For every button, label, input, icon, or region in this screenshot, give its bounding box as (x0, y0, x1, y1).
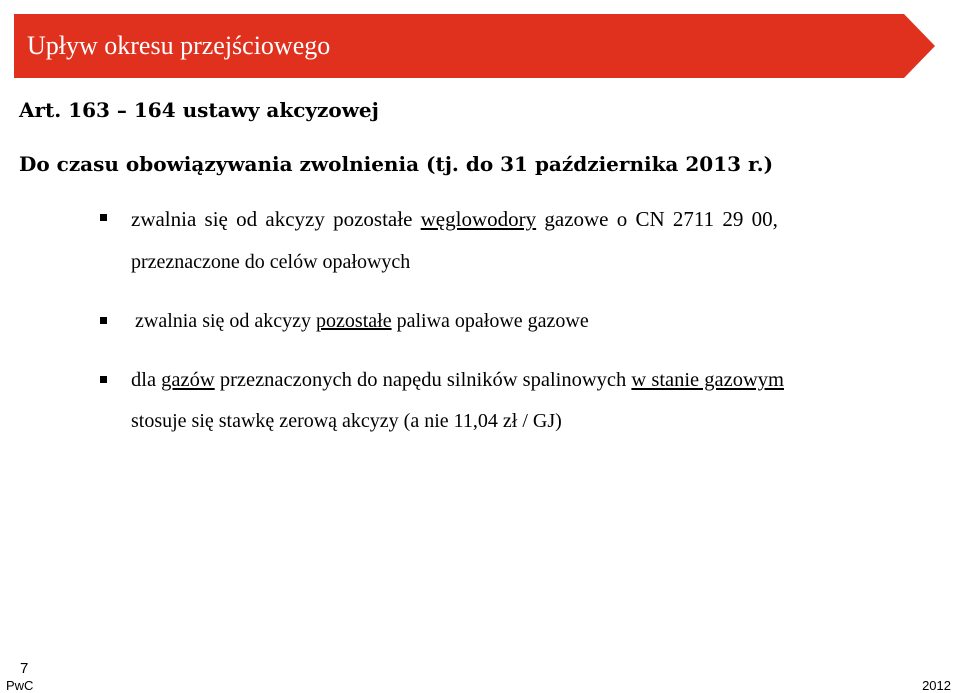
title-bar (14, 14, 935, 78)
heading-period: Do czasu obowiązywania zwolnienia (tj. do 31 października 2013 r.) (19, 152, 774, 176)
bullet-1-line-2: przeznaczone do celów opałowych (131, 251, 411, 273)
text-segment: przeznaczonych do napędu silników spalinowych (214, 369, 632, 391)
slide-title: Upływ okresu przejściowego (27, 31, 331, 60)
text-segment: gazowe o CN 2711 29 00, (536, 207, 778, 231)
text-segment: paliwa opałowe gazowe (391, 310, 589, 332)
page-number: 7 (20, 660, 29, 677)
underlined-term: pozostałe (316, 310, 392, 332)
text-segment: dla (131, 369, 162, 391)
bullet-1-line-1 (131, 207, 778, 232)
underlined-term: węglowodory (420, 207, 537, 231)
heading-article: Art. 163 – 164 ustawy akcyzowej (19, 98, 379, 122)
footer-company: PwC (6, 678, 34, 693)
bullet-3-line-2: stosuje się stawkę zerową akcyzy (a nie 11,04 zł / GJ) (131, 410, 562, 432)
bullet-square-icon (100, 376, 107, 383)
bullet-square-icon (100, 214, 107, 221)
text-segment: zwalnia się od akcyzy pozostałe (131, 207, 421, 231)
underlined-term: gazów (161, 369, 215, 391)
bullet-3-line-1 (131, 369, 784, 392)
bullet-2-line-1 (135, 310, 589, 333)
underlined-term: w stanie gazowym (631, 369, 784, 391)
text-segment: zwalnia się od akcyzy (135, 310, 317, 332)
footer-year: 2012 (922, 678, 951, 693)
bullet-square-icon (100, 317, 107, 324)
